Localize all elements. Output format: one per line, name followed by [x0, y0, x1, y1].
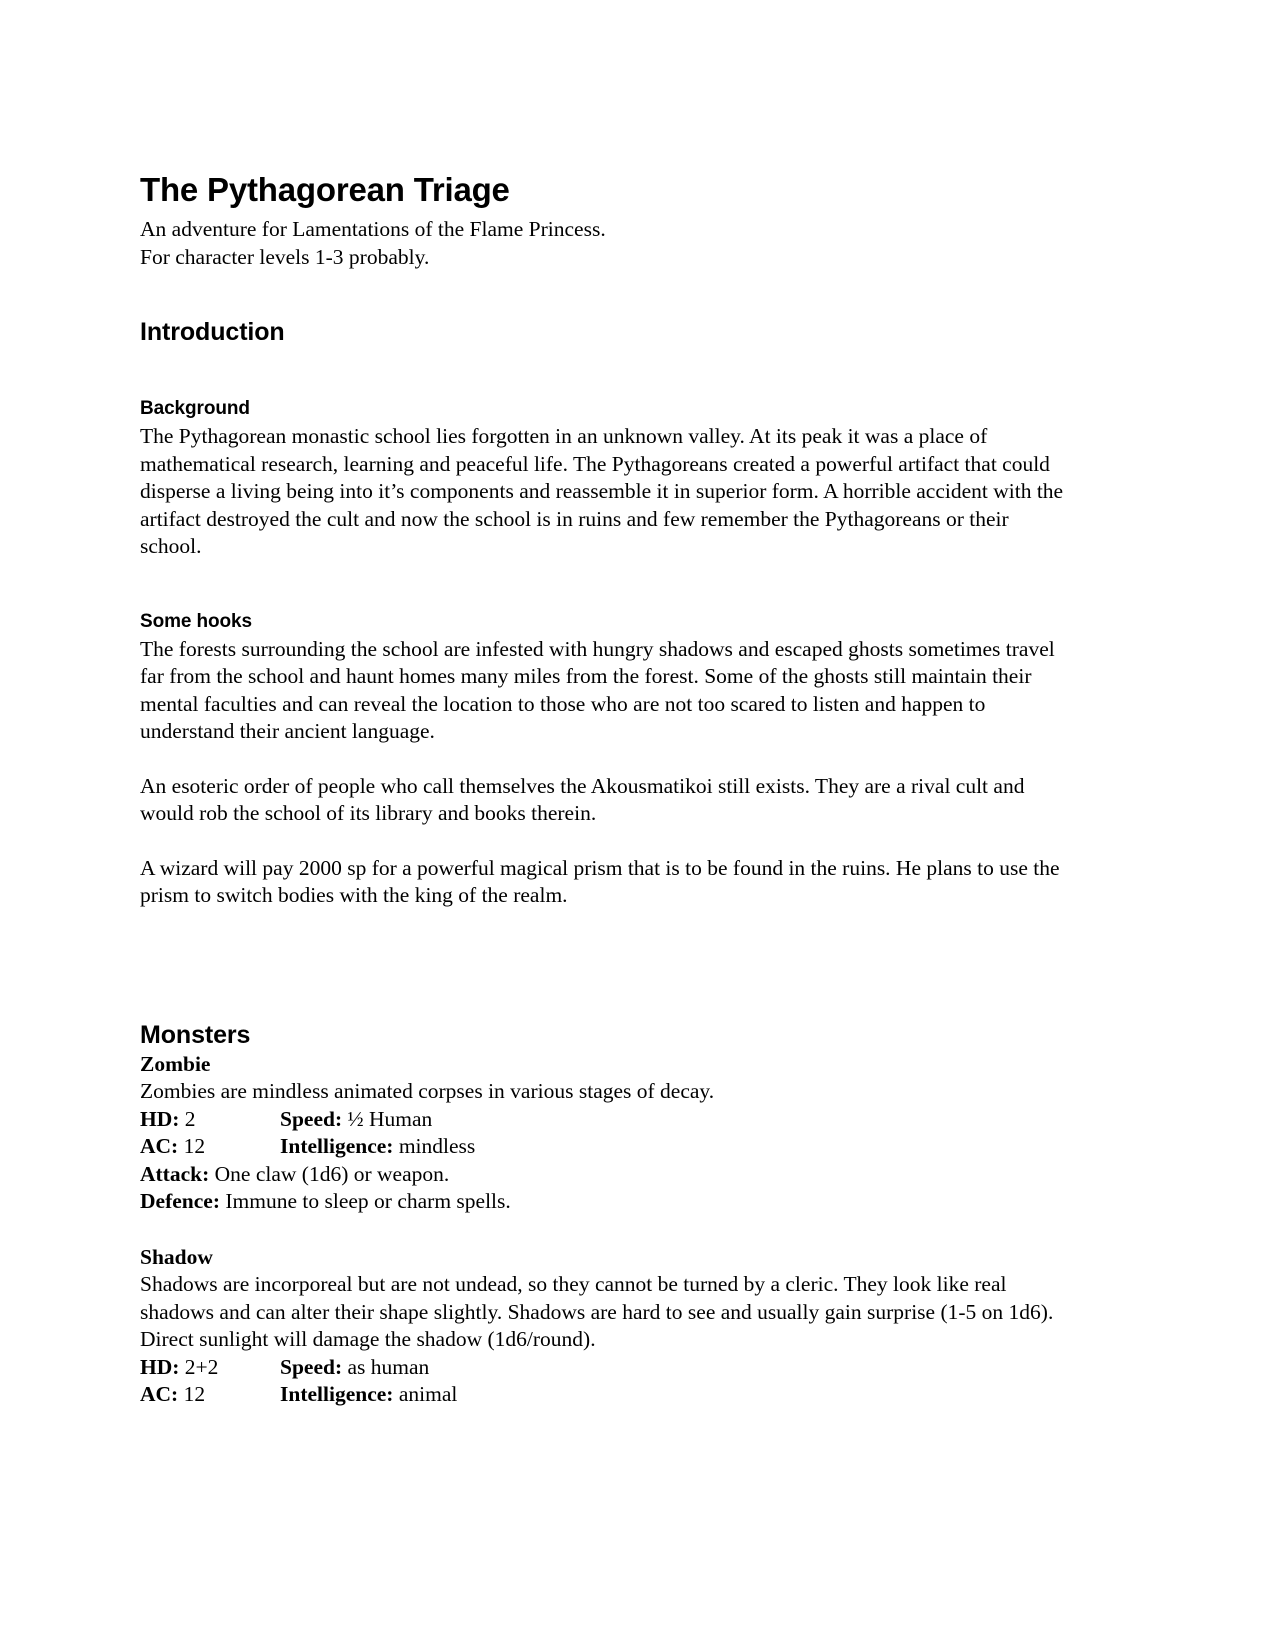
spacer: [140, 348, 1075, 396]
stat-value: 2: [184, 1106, 196, 1131]
spacer: [140, 828, 1075, 855]
stat-label: HD:: [140, 1354, 180, 1379]
stat-label: AC:: [140, 1382, 179, 1406]
stat-label: Attack:: [140, 1161, 210, 1186]
stat-cell-left: [140, 1106, 280, 1134]
stat-value: ½ Human: [347, 1106, 433, 1131]
stat-value: One claw (1d6) or weapon.: [214, 1161, 450, 1186]
section-heading-monsters: Monsters: [140, 1020, 251, 1049]
stat-value: animal: [398, 1382, 458, 1406]
background-paragraph: The Pythagorean monastic school lies forgotten in an unknown valley. At its peak it was a place of mathematical research, learning and peaceful life. The Pythagoreans created a powerful artifact that could disperse a living being into it’s components and reassemble it in superior form. A horrible accident with the artifact destroyed the cult and now the school is in ruins and few remember the Pythagoreans or their school.: [140, 424, 1064, 558]
spacer: [140, 1216, 1075, 1244]
document-subtitle-line-1: An adventure for Lamentations of the Flame Princess.: [140, 217, 606, 241]
stat-cell-left: [140, 1354, 280, 1382]
stat-label: Speed:: [280, 1354, 343, 1379]
monster-stat-row: [140, 1188, 1075, 1216]
stat-label: HD:: [140, 1106, 180, 1131]
stat-label: Speed:: [280, 1106, 343, 1131]
spacer: [140, 561, 1075, 609]
spacer: [140, 910, 1075, 1020]
stat-value: 12: [183, 1134, 206, 1158]
monster-description: Shadows are incorporeal but are not undead, so they cannot be turned by a cleric. They look like real shadows and can alter their shape slightly. Shadows are hard to see and usually gain surprise (1-5 on 1d6). Direct sunlight will damage the shadow (1d6/round).: [140, 1272, 1054, 1351]
document-content: [140, 170, 1075, 1409]
monster-name: Shadow: [140, 1244, 213, 1269]
hook-paragraph-3: A wizard will pay 2000 sp for a powerful magical prism that is to be found in the ruins. He plans to use the prism to switch bodies with the king of the realm.: [140, 855, 1060, 907]
spacer: [140, 746, 1075, 773]
stat-value: as human: [347, 1354, 430, 1379]
document-subtitle-line-2: For character levels 1-3 probably.: [140, 244, 430, 269]
subsection-heading-background: Background: [140, 398, 250, 419]
page-title: The Pythagorean Triage: [140, 171, 510, 208]
hook-paragraph-1: The forests surrounding the school are infested with hungry shadows and escaped ghosts sometimes travel far from the school and haunt homes many miles from the forest. Some of the ghosts still maintain their mental faculties and can reveal the location to those who are not too scared to listen and happen to understand their ancient language.: [140, 636, 1055, 743]
stat-label: AC:: [140, 1134, 179, 1158]
monster-entry-zombie: [140, 1051, 1075, 1216]
monster-description: Zombies are mindless animated corpses in various stages of decay.: [140, 1079, 715, 1103]
subsection-heading-some-hooks: Some hooks: [140, 610, 252, 632]
spacer: [140, 271, 1075, 317]
monster-stat-row: [140, 1161, 1075, 1189]
stat-label: Intelligence:: [280, 1134, 394, 1158]
monster-stat-row: [140, 1381, 1075, 1409]
stat-cell-left: [140, 1133, 280, 1161]
stat-value: 12: [183, 1382, 206, 1406]
monster-name: Zombie: [140, 1051, 211, 1076]
stat-value: 2+2: [184, 1354, 219, 1379]
stat-label: Defence:: [140, 1189, 220, 1213]
monster-stat-row: [140, 1133, 1075, 1161]
monster-stat-row: [140, 1106, 1075, 1134]
stat-value: Immune to sleep or charm spells.: [225, 1189, 511, 1213]
stat-value: mindless: [398, 1134, 476, 1158]
stat-cell-left: [140, 1381, 280, 1409]
monster-entry-shadow: [140, 1244, 1075, 1409]
monster-stat-row: [140, 1354, 1075, 1382]
stat-label: Intelligence:: [280, 1382, 394, 1406]
hook-paragraph-2: An esoteric order of people who call themselves the Akousmatikoi still exists. They are a rival cult and would rob the school of its library and books therein.: [140, 773, 1025, 825]
section-heading-introduction: Introduction: [140, 318, 285, 346]
